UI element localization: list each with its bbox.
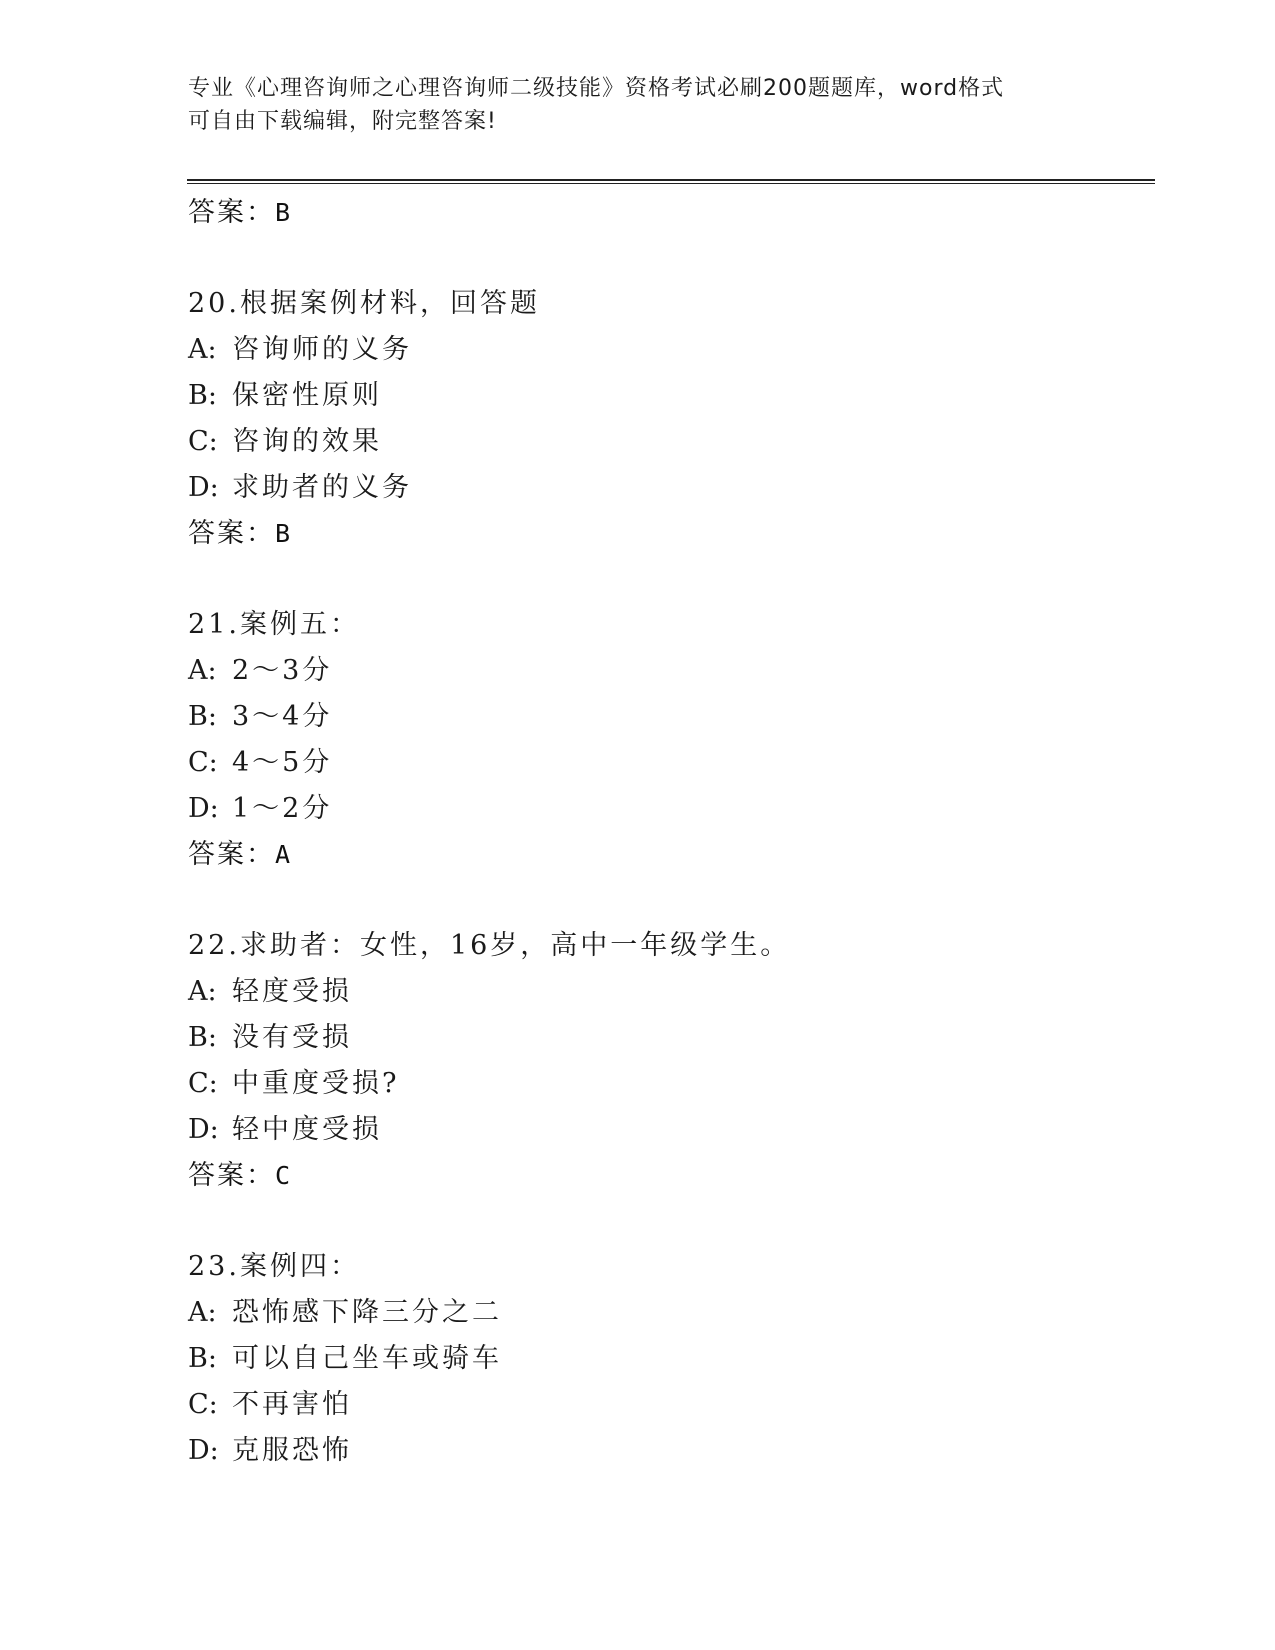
answer-line xyxy=(188,1153,1148,1199)
answer-value: B xyxy=(275,198,291,227)
option-b xyxy=(188,1336,1148,1382)
spacer xyxy=(188,1199,1148,1244)
option-key: A: xyxy=(188,976,217,1007)
option-text: 可以自己坐车或骑车 xyxy=(232,1343,502,1374)
question-list xyxy=(188,190,1148,1474)
option-d xyxy=(188,1107,1148,1153)
option-text: 中重度受损? xyxy=(232,1068,400,1099)
spacer xyxy=(188,557,1148,602)
option-text: 咨询师的义务 xyxy=(232,334,412,365)
option-text: 2～3分 xyxy=(232,655,333,686)
option-b xyxy=(188,1015,1148,1061)
answer-value: B xyxy=(275,519,291,548)
answer-label: 答案： xyxy=(188,1160,275,1191)
header-line-1: 专业《心理咨询师之心理咨询师二级技能》资格考试必刷200题题库，word格式 xyxy=(188,76,1005,101)
answer-line xyxy=(188,832,1148,878)
option-text: 3～4分 xyxy=(232,701,333,732)
header-line-2: 可自由下载编辑，附完整答案! xyxy=(188,109,497,134)
option-d xyxy=(188,465,1148,511)
question-stem: 21.案例五： xyxy=(188,609,360,640)
option-key: C: xyxy=(188,1068,218,1099)
answer-label: 答案： xyxy=(188,839,275,870)
option-text: 1～2分 xyxy=(232,793,333,824)
option-c xyxy=(188,1382,1148,1428)
question-stem: 20.根据案例材料，回答题 xyxy=(188,288,540,319)
answer-label: 答案： xyxy=(188,197,275,228)
option-key: D: xyxy=(188,1435,219,1466)
option-b xyxy=(188,373,1148,419)
option-text: 恐怖感下降三分之二 xyxy=(232,1297,502,1328)
option-d xyxy=(188,1428,1148,1474)
answer-value: A xyxy=(275,840,291,869)
document-header xyxy=(188,72,1088,138)
option-text: 保密性原则 xyxy=(232,380,382,411)
answer-line xyxy=(188,511,1148,557)
option-key: B: xyxy=(188,1022,217,1053)
option-key: A: xyxy=(188,655,217,686)
option-key: C: xyxy=(188,747,218,778)
option-key: A: xyxy=(188,334,217,365)
option-a xyxy=(188,648,1148,694)
spacer xyxy=(188,878,1148,923)
option-key: B: xyxy=(188,1343,217,1374)
question-stem: 23.案例四： xyxy=(188,1251,360,1282)
option-text: 没有受损 xyxy=(232,1022,352,1053)
answer-value: C xyxy=(275,1161,291,1190)
option-key: C: xyxy=(188,1389,218,1420)
option-text: 不再害怕 xyxy=(232,1389,352,1420)
question-stem: 22.求助者：女性，16岁，高中一年级学生。 xyxy=(188,930,791,961)
option-key: D: xyxy=(188,1114,219,1145)
option-key: D: xyxy=(188,472,219,503)
option-key: B: xyxy=(188,701,217,732)
option-c xyxy=(188,419,1148,465)
option-key: B: xyxy=(188,380,217,411)
option-c xyxy=(188,1061,1148,1107)
option-d xyxy=(188,786,1148,832)
option-key: C: xyxy=(188,426,218,457)
option-text: 轻度受损 xyxy=(232,976,352,1007)
option-key: D: xyxy=(188,793,219,824)
option-text: 求助者的义务 xyxy=(232,472,412,503)
spacer xyxy=(188,236,1148,281)
option-key: A: xyxy=(188,1297,217,1328)
option-text: 克服恐怖 xyxy=(232,1435,352,1466)
option-b xyxy=(188,694,1148,740)
option-a xyxy=(188,969,1148,1015)
option-text: 轻中度受损 xyxy=(232,1114,382,1145)
answer-label: 答案： xyxy=(188,518,275,549)
option-a xyxy=(188,1290,1148,1336)
header-divider xyxy=(187,179,1155,184)
option-a xyxy=(188,327,1148,373)
answer-line xyxy=(188,190,1148,236)
option-c xyxy=(188,740,1148,786)
option-text: 4～5分 xyxy=(232,747,333,778)
option-text: 咨询的效果 xyxy=(232,426,382,457)
